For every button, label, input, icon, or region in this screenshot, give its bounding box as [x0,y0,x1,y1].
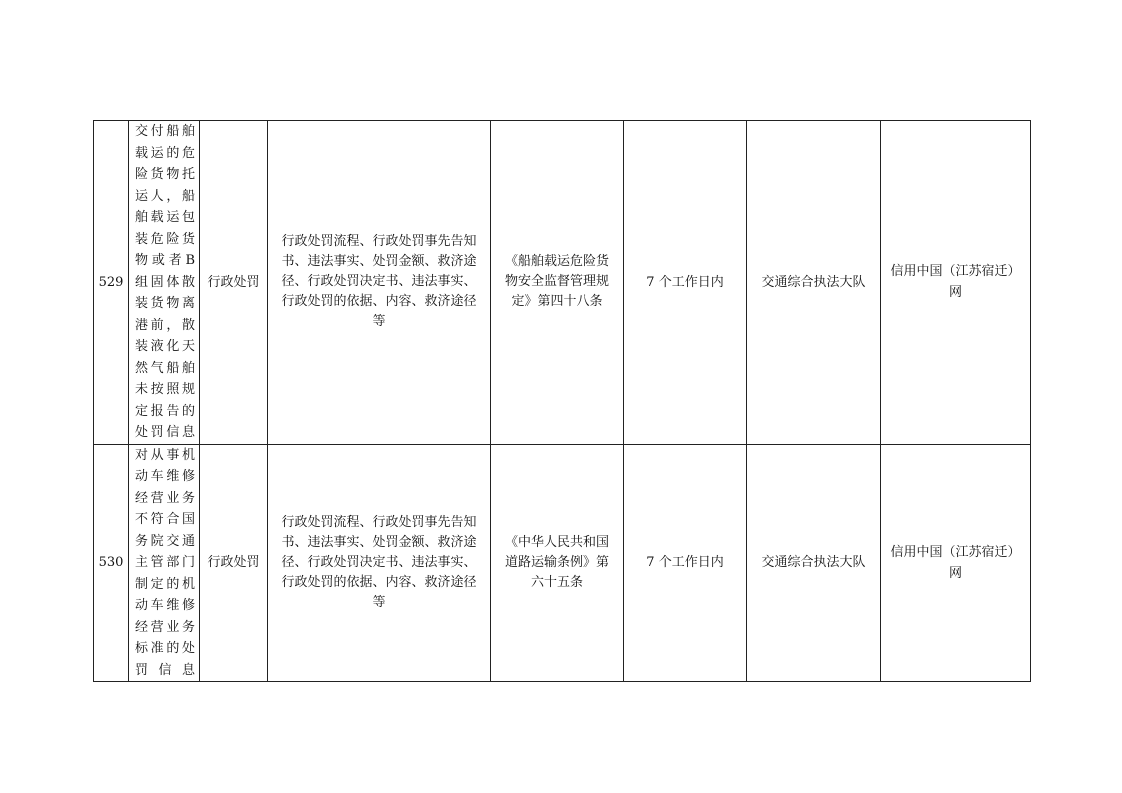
category-cell: 行政处罚 [200,121,268,445]
category-cell: 行政处罚 [200,444,268,682]
channel-cell: 信用中国（江苏宿迁）网 [881,121,1031,445]
table-row [94,121,1031,445]
responsible-unit-cell: 交通综合执法大队 [747,121,881,445]
row-number-cell: 530 [94,444,129,682]
disclosure-content-cell: 行政处罚流程、行政处罚事先告知书、违法事实、处罚金额、救济途径、行政处罚决定书、违法事实、行政处罚的依据、内容、救济途径等 [268,121,491,445]
disclosure-table [93,120,1031,682]
legal-basis-cell: 《船舶载运危险货物安全监督管理规定》第四十八条 [491,121,624,445]
responsible-unit-cell: 交通综合执法大队 [747,444,881,682]
deadline-cell: 7 个工作日内 [624,444,747,682]
table-row [94,444,1031,682]
item-name-cell: 交付船舶载运的危险货物托运人，船舶载运包装危险货物或者B组固体散装货物离港前，散装液化天然气船舶未按照规定报告的处罚信息 [129,121,200,445]
row-number-cell: 529 [94,121,129,445]
deadline-cell: 7 个工作日内 [624,121,747,445]
disclosure-content-cell: 行政处罚流程、行政处罚事先告知书、违法事实、处罚金额、救济途径、行政处罚决定书、违法事实、行政处罚的依据、内容、救济途径等 [268,444,491,682]
item-name-cell: 对从事机动车维修经营业务不符合国务院交通主管部门制定的机动车维修经营业务标准的处罚信息 [129,444,200,682]
legal-basis-cell: 《中华人民共和国道路运输条例》第六十五条 [491,444,624,682]
channel-cell: 信用中国（江苏宿迁）网 [881,444,1031,682]
